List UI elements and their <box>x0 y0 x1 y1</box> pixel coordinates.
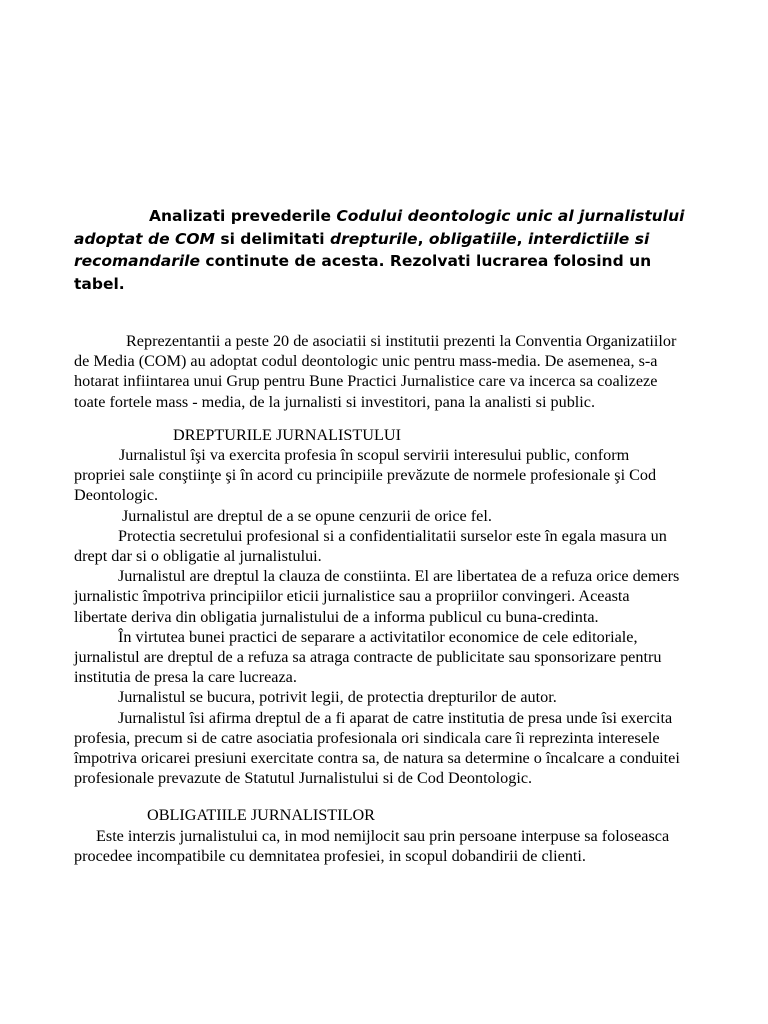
drepturi-paragraph: Jurnalistul se bucura, potrivit legii, de protectia drepturilor de autor. <box>118 688 557 707</box>
drepturi-paragraph: Protectia secretului profesional si a confidentialitatii surselor este în egala masura un drept dar si o obligatie al jurnalistului. <box>74 526 667 566</box>
drepturi-paragraph: Jurnalistul îşi va exercita profesia în scopul servirii interesului public, conform propriei sale conştiinţe şi în acord cu principiile prevăzute de normele profesionale şi Cod Deontologic. <box>74 446 657 505</box>
task-term-drepturile: drepturile <box>329 229 418 248</box>
task-term-interdictiile: interdictiile si recomandarile <box>74 229 650 270</box>
obligatii-paragraph: Este interzis jurnalistului ca, in mod nemijlocit sau prin persoane interpuse sa foloseasca procedee incompatibile cu demnitatea profesiei, in scopul dobandirii de clienti. <box>74 826 670 865</box>
drepturi-paragraph: Jurnalistul îsi afirma dreptul de a fi aparat de catre institutia de presa unde îsi exercita profesia, precum si de catre asociatia profesionala ori sindicala care îi reprezinta interesele împotriva oricarei presiuni exercitate contra sa, de natura sa determine o încalcare a conduitei profesionale prevazute de Statutul Jurnalistului si de Cod Deontologic. <box>74 708 680 788</box>
section-heading-drepturi: DREPTURILE JURNALISTULUI <box>173 425 401 444</box>
task-code-title: Codului deontologic unic al jurnalistului adoptat de COM <box>74 207 685 248</box>
intro-paragraph: Reprezentantii a peste 20 de asociatii si institutii prezenti la Conventia Organizatiilor de Media (COM) au adoptat codul deontologic unic pentru mass-media. De asemenea, s-a hotarat infiintarea unui Grup pentru Bune Practici Jurnalistice care va incerca sa coalizeze toate fortele mass - media, de la jurnalisti si investitori, pana la analisti si public. <box>74 332 677 411</box>
task-text-5: continute de acesta. Rezolvati lucrarea folosind un tabel. <box>74 252 652 293</box>
assignment-instructions <box>74 205 694 295</box>
task-text-1: Analizati prevederile <box>149 207 337 225</box>
task-term-obligatiile: obligatiile <box>428 229 517 248</box>
drepturi-paragraph: Jurnalistul are dreptul la clauza de constiinta. El are libertatea de a refuza orice demers jurnalistic împotriva principiilor eticii jurnalistice sau a propriilor convingeri. Aceasta libertate deriva din obligatia jurnalistului de a informa publicul cu buna-credinta. <box>74 567 680 626</box>
drepturi-paragraph: În virtutea bunei practici de separare a activitatilor economice de cele editoriale, jurnalistul are dreptul de a refuza sa atraga contracte de publicitate sau sponsorizare pentru institutia de presa la care lucreaza. <box>74 627 662 687</box>
task-text-4: , <box>516 229 528 248</box>
task-text-2: si delimitati <box>214 229 330 248</box>
drepturi-paragraph: Jurnalistul are dreptul de a se opune cenzurii de orice fel. <box>122 506 492 525</box>
section-heading-obligatii: OBLIGATIILE JURNALISTILOR <box>147 806 375 825</box>
document-body <box>74 331 684 866</box>
task-text-3: , <box>417 229 429 248</box>
